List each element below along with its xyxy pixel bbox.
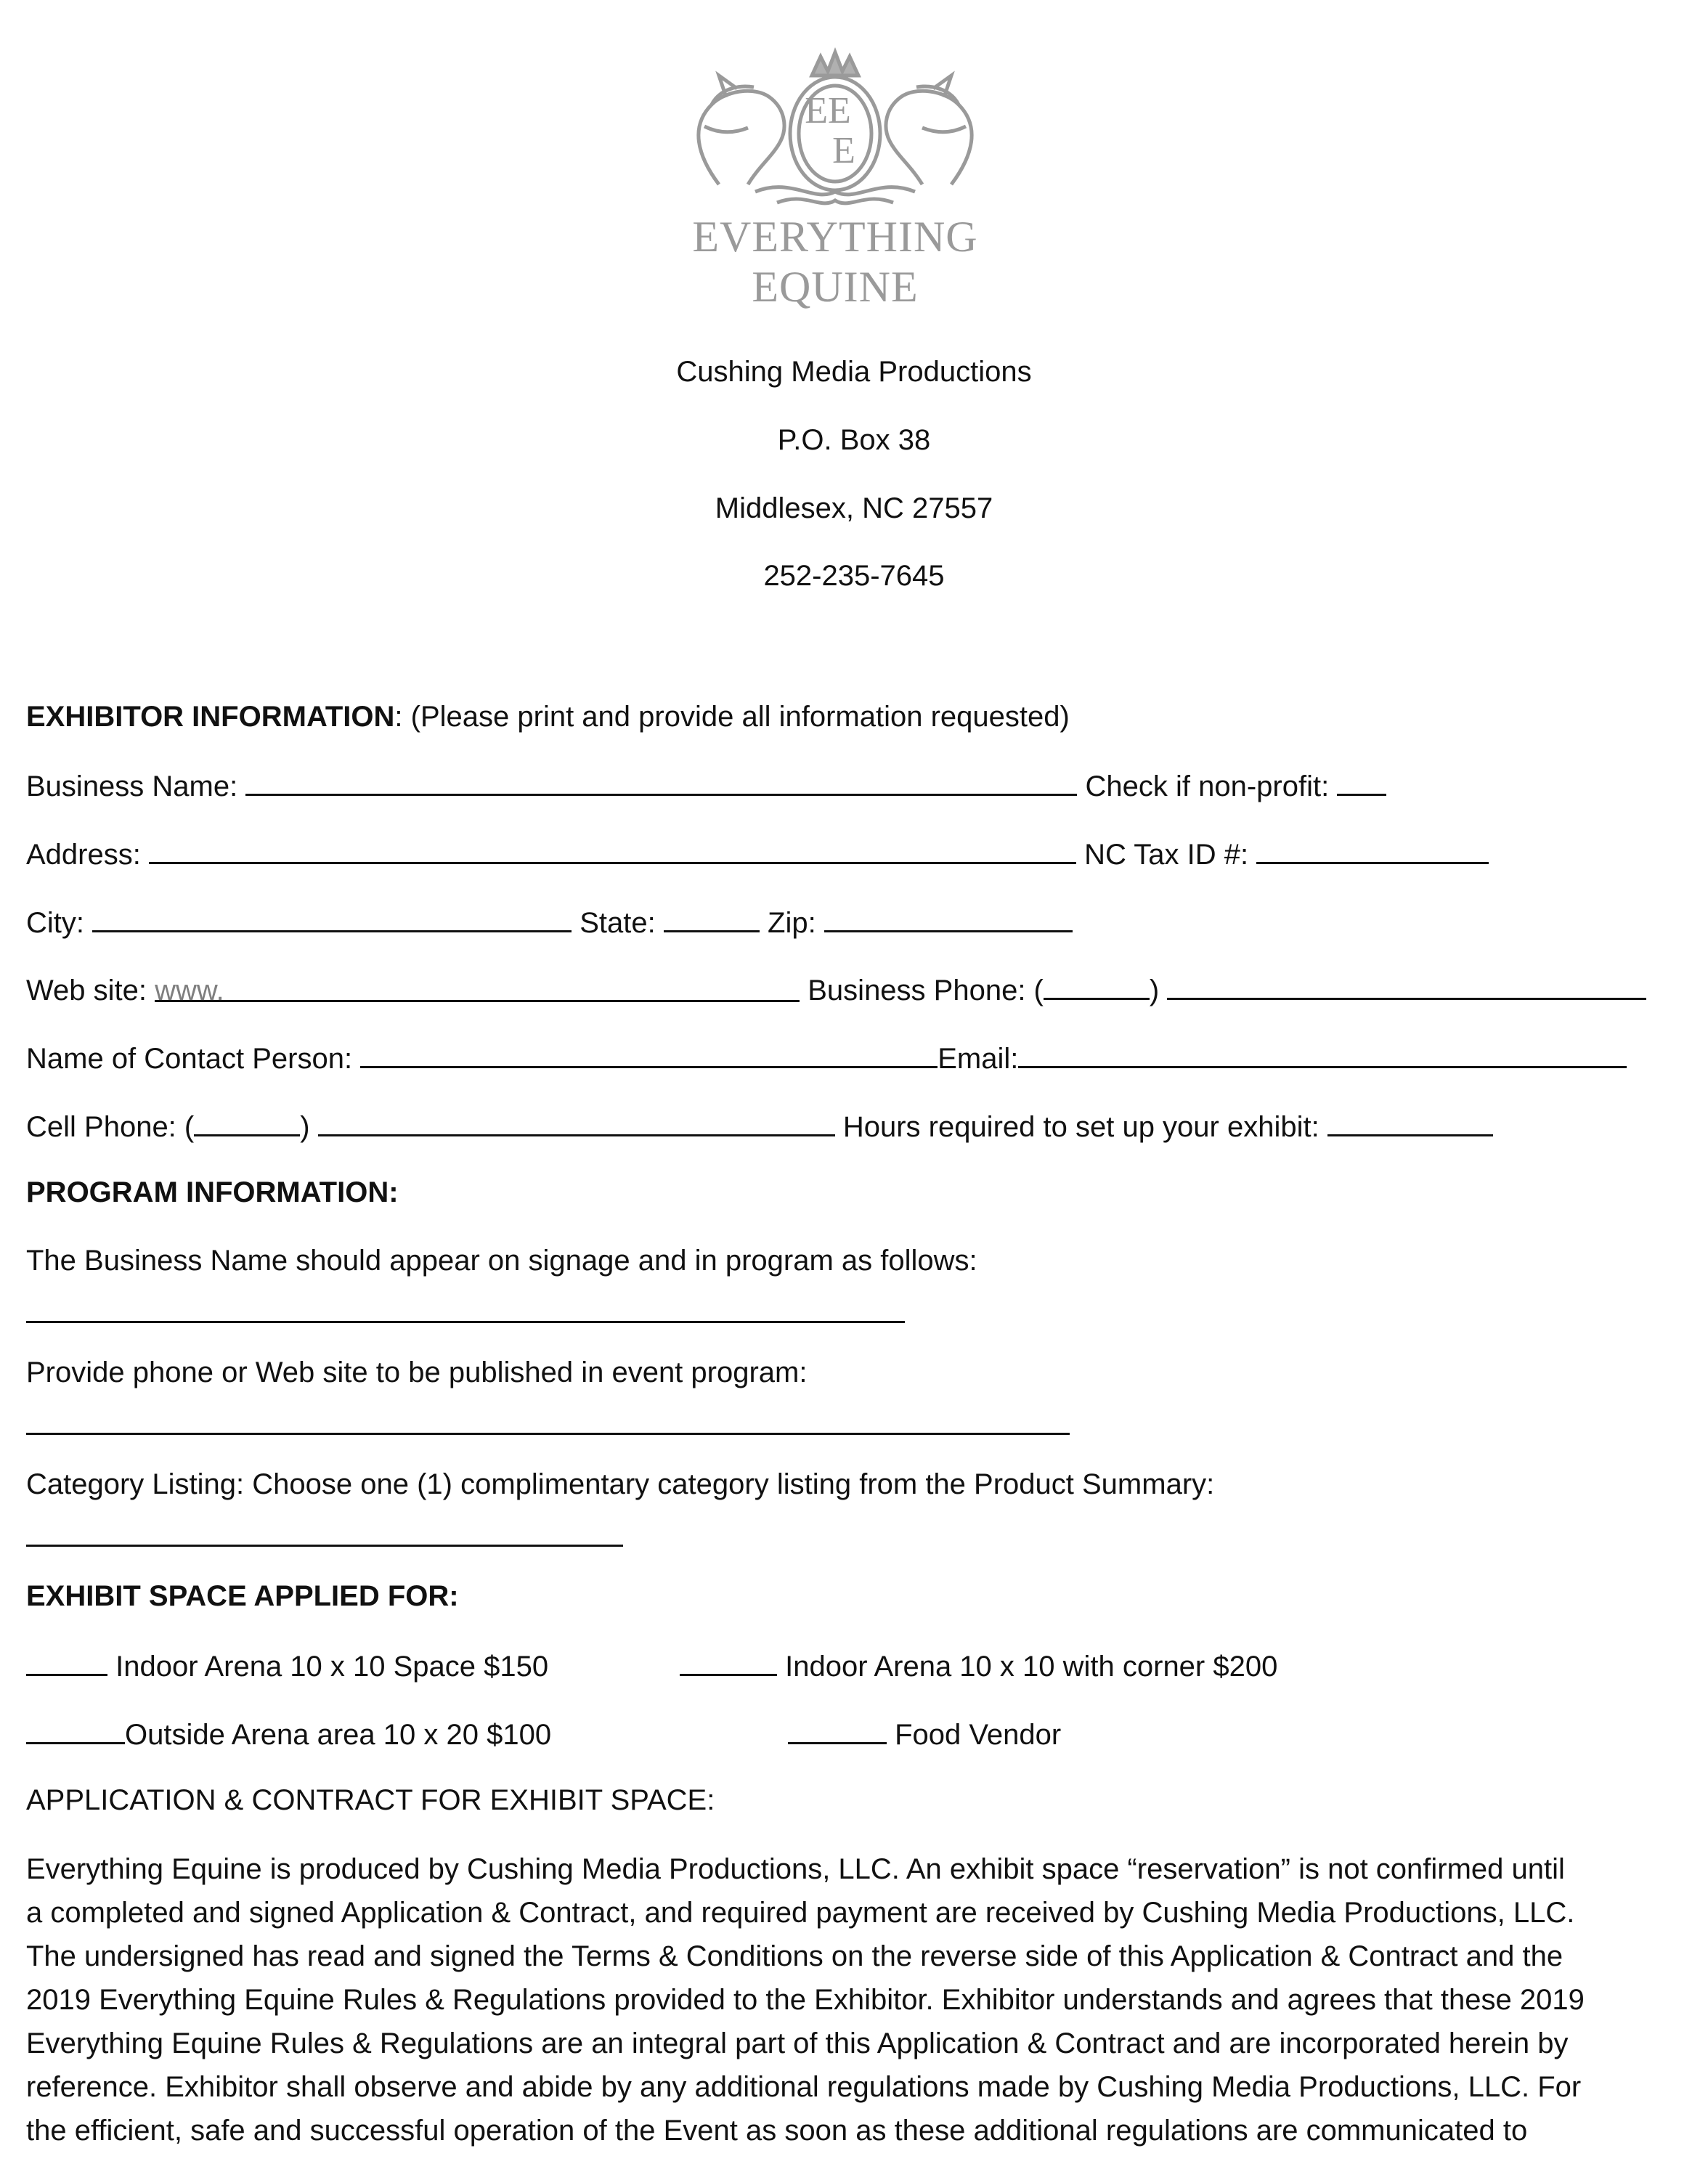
business-phone-field[interactable] — [1167, 970, 1646, 1000]
exhibitor-heading: EXHIBITOR INFORMATION — [26, 701, 395, 733]
space-heading-text: EXHIBIT SPACE APPLIED FOR: — [26, 1580, 459, 1612]
contract-line: Everything Equine is produced by Cushing Media Productions, LLC. An exhibit space “reservation” is not confirmed until — [26, 1853, 1565, 1885]
everything-equine-logo — [610, 46, 1060, 311]
address-row — [26, 834, 1489, 873]
space-option-outside-label: Outside Arena area 10 x 20 $100 — [125, 1719, 552, 1751]
contact-label: Name of Contact Person: — [26, 1043, 353, 1075]
category-label: Category Listing: Choose one (1) complimentary category listing from the Product Summary: — [26, 1468, 1215, 1500]
cell-area-code[interactable] — [194, 1107, 300, 1136]
contact-field[interactable] — [360, 1038, 938, 1068]
monogram-letter: E — [832, 130, 855, 171]
space-option-corner-checkbox[interactable] — [680, 1646, 777, 1676]
horse-crest-icon — [610, 46, 1060, 213]
contract-line: the efficient, safe and successful operation of the Event as soon as these additional regulations are communicated to — [26, 2115, 1528, 2147]
contract-line: a completed and signed Application & Contract, and required payment are received by Cushing Media Productions, LLC. — [26, 1897, 1575, 1929]
website-phone-row — [26, 970, 1646, 1009]
city-label: City: — [26, 907, 84, 939]
space-option-corner — [680, 1646, 1277, 1685]
space-option-food-label: Food Vendor — [895, 1719, 1062, 1751]
business-phone-area-code[interactable] — [1044, 970, 1150, 1000]
monogram-letter: EE — [805, 90, 851, 131]
hours-label: Hours required to set up your exhibit: — [842, 1111, 1319, 1143]
address-field[interactable] — [149, 834, 1076, 864]
signage-field[interactable] — [26, 1321, 905, 1323]
contract-line: The undersigned has read and signed the Terms & Conditions on the reverse side of this Application & Contract and the — [26, 1940, 1563, 1972]
logo-wordmark: EVERYTHING EQUINE — [692, 213, 978, 311]
category-field[interactable] — [26, 1545, 623, 1547]
city-state-zip-row — [26, 903, 1073, 941]
state-field[interactable] — [664, 903, 760, 932]
contract-line: 2019 Everything Equine Rules & Regulations provided to the Exhibitor. Exhibitor understands and agrees that these 2019 — [26, 1984, 1585, 2016]
space-option-food — [788, 1714, 1061, 1753]
space-heading — [26, 1578, 459, 1614]
po-box: P.O. Box 38 — [777, 424, 931, 456]
email-field[interactable] — [1018, 1038, 1627, 1068]
exhibitor-heading-line — [26, 699, 1070, 735]
state-label: State: — [580, 907, 656, 939]
exhibitor-heading-note: : (Please print and provide all information requested) — [394, 701, 1070, 733]
business-name-label: Business Name: — [26, 770, 238, 802]
publish-field[interactable] — [26, 1433, 1070, 1435]
city-line: Middlesex, NC 27557 — [715, 492, 993, 524]
space-option-indoor-checkbox[interactable] — [26, 1646, 107, 1676]
tax-id-field[interactable] — [1256, 834, 1489, 864]
cell-label: Cell Phone: ( — [26, 1111, 195, 1143]
cell-phone-field[interactable] — [318, 1107, 835, 1136]
space-option-indoor-label: Indoor Arena 10 x 10 Space $150 — [115, 1651, 549, 1683]
publish-label: Provide phone or Web site to be published in event program: — [26, 1356, 808, 1388]
contact-email-row — [26, 1038, 1627, 1077]
space-option-food-checkbox[interactable] — [788, 1714, 887, 1744]
zip-label: Zip: — [768, 907, 816, 939]
header-phone: 252-235-7645 — [763, 560, 945, 592]
program-heading-text: PROGRAM INFORMATION: — [26, 1176, 399, 1208]
space-option-outside-checkbox[interactable] — [26, 1714, 125, 1744]
website-prefix: www. — [155, 975, 224, 1006]
space-option-corner-label: Indoor Arena 10 x 10 with corner $200 — [785, 1651, 1278, 1683]
non-profit-label: Check if non-profit: — [1085, 770, 1330, 802]
business-phone-label: Business Phone: ( — [808, 975, 1044, 1006]
company-name: Cushing Media Productions — [676, 356, 1032, 388]
cell-hours-row — [26, 1107, 1493, 1145]
business-name-row — [26, 766, 1386, 805]
website-field[interactable] — [155, 972, 800, 1006]
contract-line: Everything Equine Rules & Regulations are an integral part of this Application & Contract and are incorporated herein by — [26, 2027, 1569, 2059]
hours-field[interactable] — [1327, 1107, 1493, 1136]
city-field[interactable] — [92, 903, 572, 932]
contract-heading: APPLICATION & CONTRACT FOR EXHIBIT SPACE: — [26, 1784, 715, 1816]
website-label: Web site: — [26, 975, 147, 1006]
space-option-indoor — [26, 1646, 548, 1685]
cell-paren: ) — [300, 1111, 310, 1143]
non-profit-checkbox[interactable] — [1337, 766, 1386, 796]
business-phone-paren: ) — [1149, 975, 1160, 1006]
contract-paragraph — [26, 1847, 1682, 2152]
zip-field[interactable] — [824, 903, 1073, 932]
signage-label: The Business Name should appear on signage and in program as follows: — [26, 1245, 977, 1277]
email-label: Email: — [938, 1043, 1019, 1075]
business-name-field[interactable] — [245, 766, 1077, 796]
address-label: Address: — [26, 839, 141, 871]
space-option-outside — [26, 1714, 551, 1753]
tax-id-label: NC Tax ID #: — [1084, 839, 1249, 871]
contract-line: reference. Exhibitor shall observe and abide by any additional regulations made by Cushing Media Productions, LLC. For — [26, 2071, 1582, 2103]
program-heading — [26, 1174, 399, 1211]
